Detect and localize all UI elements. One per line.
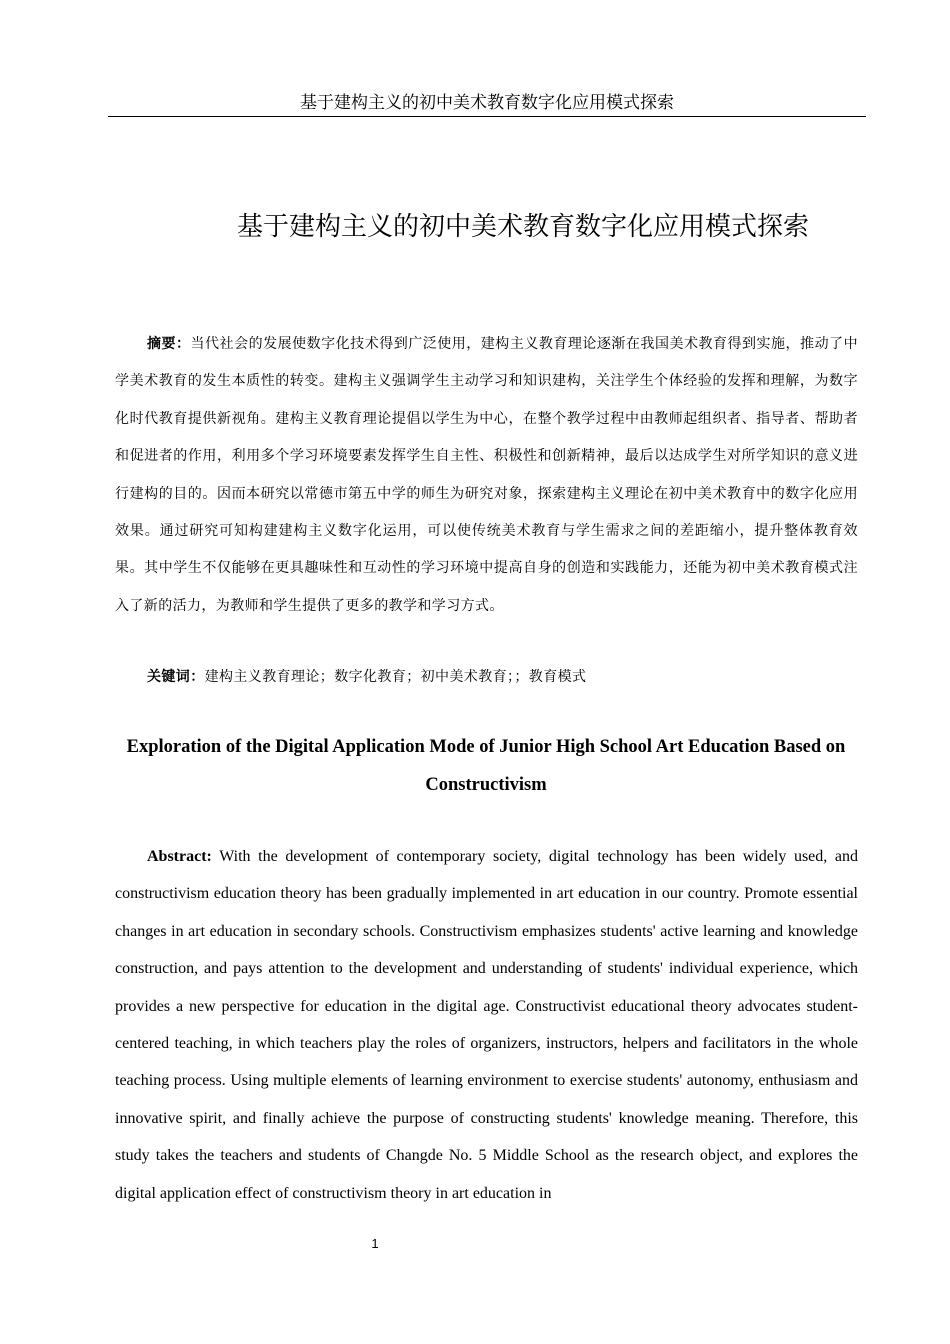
paper-title-english: Exploration of the Digital Application Mode of Junior High School Art Education Based on Constructivism: [126, 737, 846, 795]
keywords-chinese-text: 建构主义教育理论；数字化教育；初中美术教育；；教育模式: [204, 669, 587, 685]
paper-title-chinese: 基于建构主义的初中美术教育数字化应用模式探索: [236, 212, 809, 242]
abstract-english: [115, 838, 858, 1212]
abstract-english-text: With the development of contemporary society, digital technology has been widely used, and constructivism education theory has been gradually implemented in art education in our country. Promote essential changes in art education in secondary schools. Constructivism emphasizes students' active learning and knowledge construction, and pays attention to the development and understanding of students' individual experience, which provides a new perspective for education in the digital age. Constructivist educational theory advocates student-centered teaching, in which teachers play the roles of organizers, instructors, helpers and facilitators in the whole teaching process. Using multiple elements of learning environment to exercise students' autonomy, enthusiasm and innovative spirit, and finally achieve the purpose of constructing students' knowledge meaning. Therefore, this study takes the teachers and students of Changde No. 5 Middle School as the research object, and explores the digital application effect of constructivism theory in art education in: [115, 848, 858, 1202]
keywords-chinese: [115, 659, 858, 696]
abstract-chinese-text: 当代社会的发展使数字化技术得到广泛使用，建构主义教育理论逐渐在我国美术教育得到实施，推动了中学美术教育的发生本质性的转变。建构主义强调学生主动学习和知识建构，关注学生个体经验的发挥和理解，为数字化时代教育提供新视角。建构主义教育理论提倡以学生为中心，在整个教学过程中由教师起组织者、指导者、帮助者和促进者的作用，利用多个学习环境要素发挥学生自主性、积极性和创新精神，最后以达成学生对所学知识的意义进行建构的目的。因而本研究以常德市第五中学的师生为研究对象，探索建构主义理论在初中美术教育中的数字化应用效果。通过研究可知构建建构主义数字化运用，可以使传统美术教育与学生需求之间的差距缩小，提升整体教育效果。其中学生不仅能够在更具趣味性和互动性的学习环境中提高自身的创造和实践能力，还能为初中美术教育模式注入了新的活力，为教师和学生提供了更多的教学和学习方式。: [115, 336, 858, 614]
abstract-english-label: Abstract:: [147, 848, 212, 865]
keywords-chinese-label: 关键词：: [147, 669, 205, 685]
abstract-chinese-label: 摘要：: [147, 336, 191, 352]
running-header: 基于建构主义的初中美术教育数字化应用模式探索: [108, 90, 866, 117]
abstract-chinese: [115, 326, 858, 625]
page-number: 1: [371, 1236, 379, 1251]
